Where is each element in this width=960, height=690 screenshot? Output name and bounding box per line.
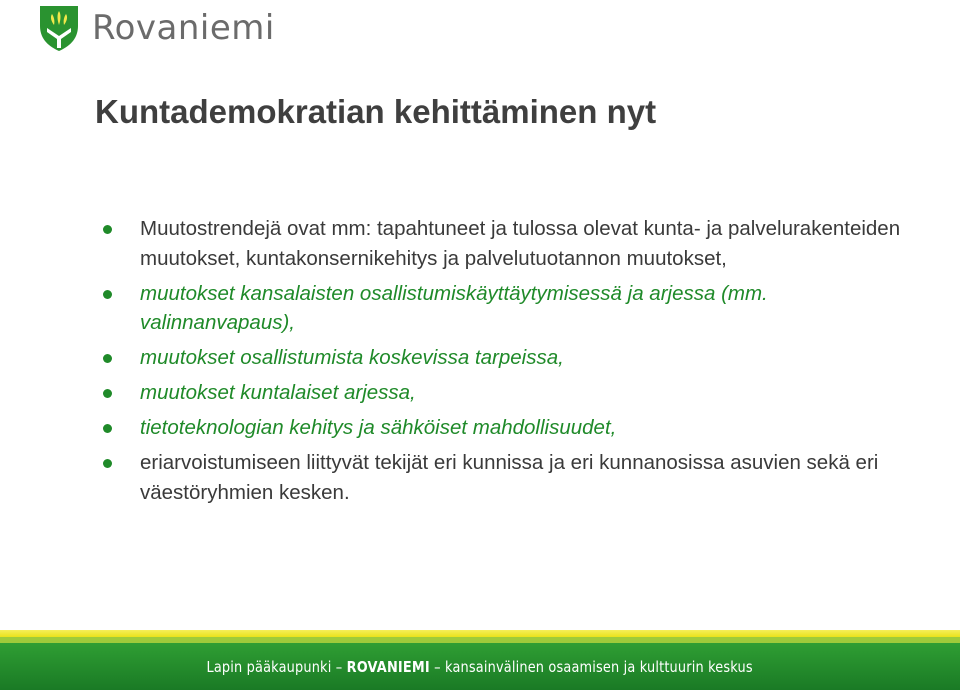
- footer-yellow-stripe: [0, 630, 960, 637]
- bullet-item: [103, 413, 923, 443]
- bullet-text: muutokset osallistumista koskevissa tarpeissa,: [140, 346, 564, 369]
- bullet-text: muutokset kuntalaiset arjessa,: [140, 381, 416, 404]
- footer-band: [0, 630, 960, 690]
- bullet-item: [103, 214, 923, 273]
- footer-slogan-city: ROVANIEMI: [346, 657, 431, 676]
- logo-text: Rovaniemi: [92, 8, 275, 48]
- bullet-dot-icon: [103, 389, 112, 398]
- footer-slogan: [207, 658, 753, 676]
- bullet-item: [103, 448, 923, 507]
- bullet-dot-icon: [103, 459, 112, 468]
- bullet-item: [103, 378, 923, 408]
- bullet-dot-icon: [103, 290, 112, 299]
- rovaniemi-coat-of-arms-icon: [38, 4, 80, 52]
- bullet-dot-icon: [103, 225, 112, 234]
- footer-slogan-part1: Lapin pääkaupunki –: [206, 657, 347, 676]
- bullet-dot-icon: [103, 424, 112, 433]
- bullet-text: eriarvoistumiseen liittyvät tekijät eri kunnissa ja eri kunnanosissa asuvien sekä eri väestöryhmien kesken.: [140, 451, 879, 504]
- slide-title: Kuntademokratian kehittäminen nyt: [95, 93, 657, 130]
- bullet-item: [103, 343, 923, 373]
- bullet-list: [103, 214, 923, 513]
- logo: [38, 4, 275, 52]
- bullet-dot-icon: [103, 354, 112, 363]
- bullet-text: Muutostrendejä ovat mm: tapahtuneet ja tulossa olevat kunta- ja palvelurakenteiden muutokset, kuntakonsernikehitys ja palvelutuotannon muutokset,: [140, 217, 901, 270]
- footer-green-band: [0, 643, 960, 690]
- bullet-text: muutokset kansalaisten osallistumiskäyttäytymisessä ja arjessa (mm. valinnanvapaus),: [140, 281, 768, 334]
- bullet-item: [103, 279, 923, 338]
- footer-slogan-part3: – kansainvälinen osaamisen ja kulttuurin keskus: [430, 657, 754, 676]
- bullet-text: tietoteknologian kehitys ja sähköiset mahdollisuudet,: [140, 416, 617, 439]
